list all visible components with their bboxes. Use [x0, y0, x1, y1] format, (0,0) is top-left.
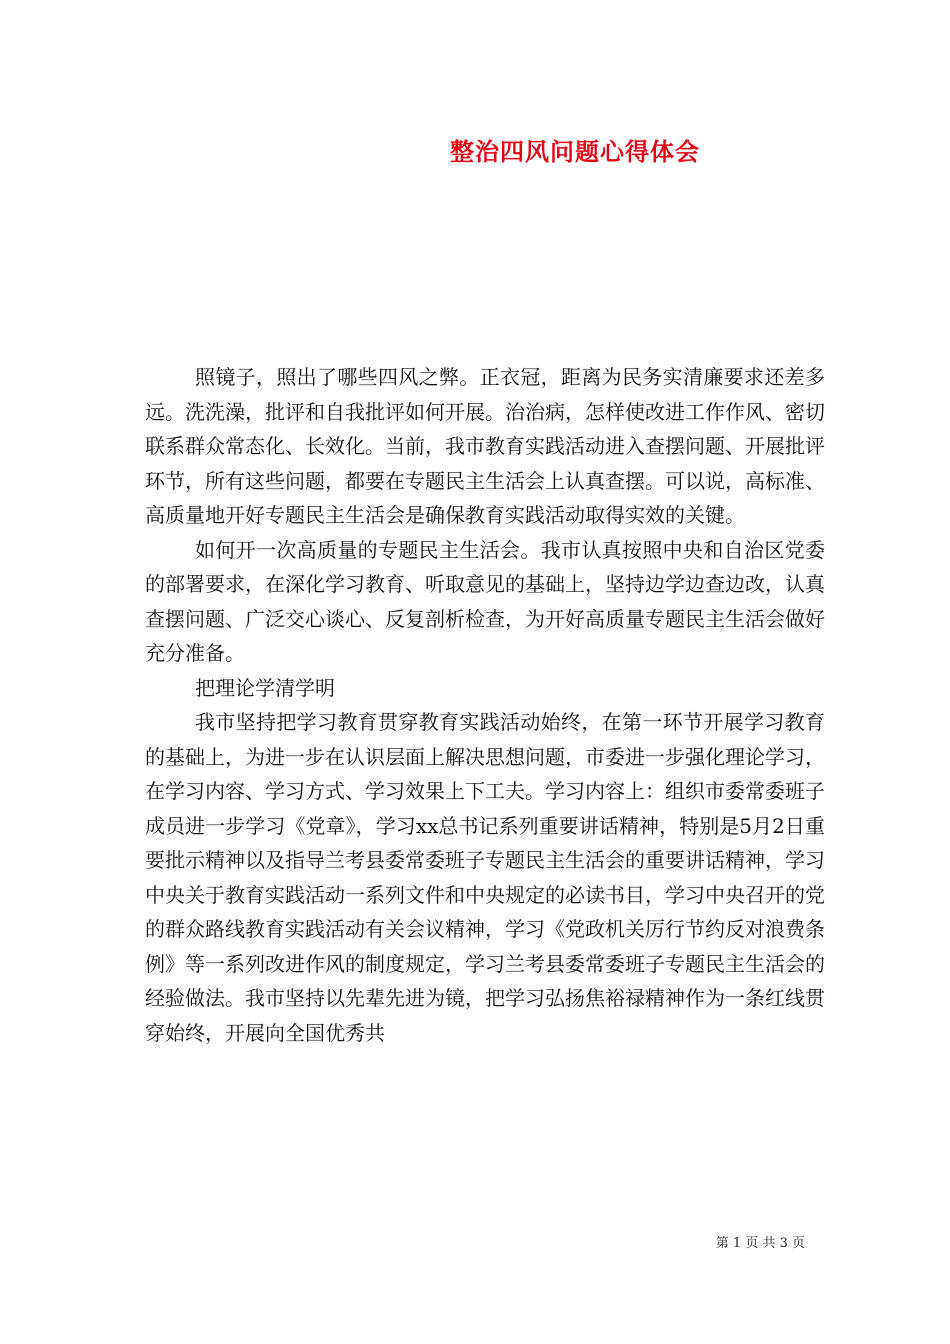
paragraph-1: 照镜子，照出了哪些四风之弊。正衣冠，距离为民务实清廉要求还差多远。洗洗澡，批评和自我批评如何开展。治治病，怎样使改进工作作风、密切联系群众常态化、长效化。当前，我市教育实践活动进入查摆问题、开展批评环节，所有这些问题，都要在专题民主生活会上认真查摆。可以说，高标准、高质量地开好专题民主生活会是确保教育实践活动取得实效的关键。 [145, 365, 825, 527]
page-number: 第 1 页 共 3 页 [715, 1236, 805, 1251]
document-title: 整治四风问题心得体会 [450, 137, 700, 166]
document-body [145, 360, 825, 1050]
paragraph-3: 我市坚持把学习教育贯穿教育实践活动始终，在第一环节开展学习教育的基础上，为进一步在认识层面上解决思想问题，市委进一步强化理论学习，在学习内容、学习方式、学习效果上下工夫。学习内容上：组织市委常委班子成员进一步学习《党章》，学习xx总书记系列重要讲话精神，特别是5月2日重要批示精神以及指导兰考县委常委班子专题民主生活会的重要讲话精神，学习中央关于教育实践活动一系列文件和中央规定的必读书目，学习中央召开的党的群众路线教育实践活动有关会议精神，学习《党政机关厉行节约反对浪费条例》等一系列改进作风的制度规定，学习兰考县委常委班子专题民主生活会的经验做法。我市坚持以先辈先进为镜，把学习弘扬焦裕禄精神作为一条红线贯穿始终，开展向全国优秀共 [145, 710, 825, 1045]
section-heading: 把理论学清学明 [195, 675, 335, 700]
paragraph-2: 如何开一次高质量的专题民主生活会。我市认真按照中央和自治区党委的部署要求，在深化学习教育、听取意见的基础上，坚持边学边查边改，认真查摆问题、广泛交心谈心、反复剖析检查，为开好高质量专题民主生活会做好充分准备。 [145, 537, 825, 665]
